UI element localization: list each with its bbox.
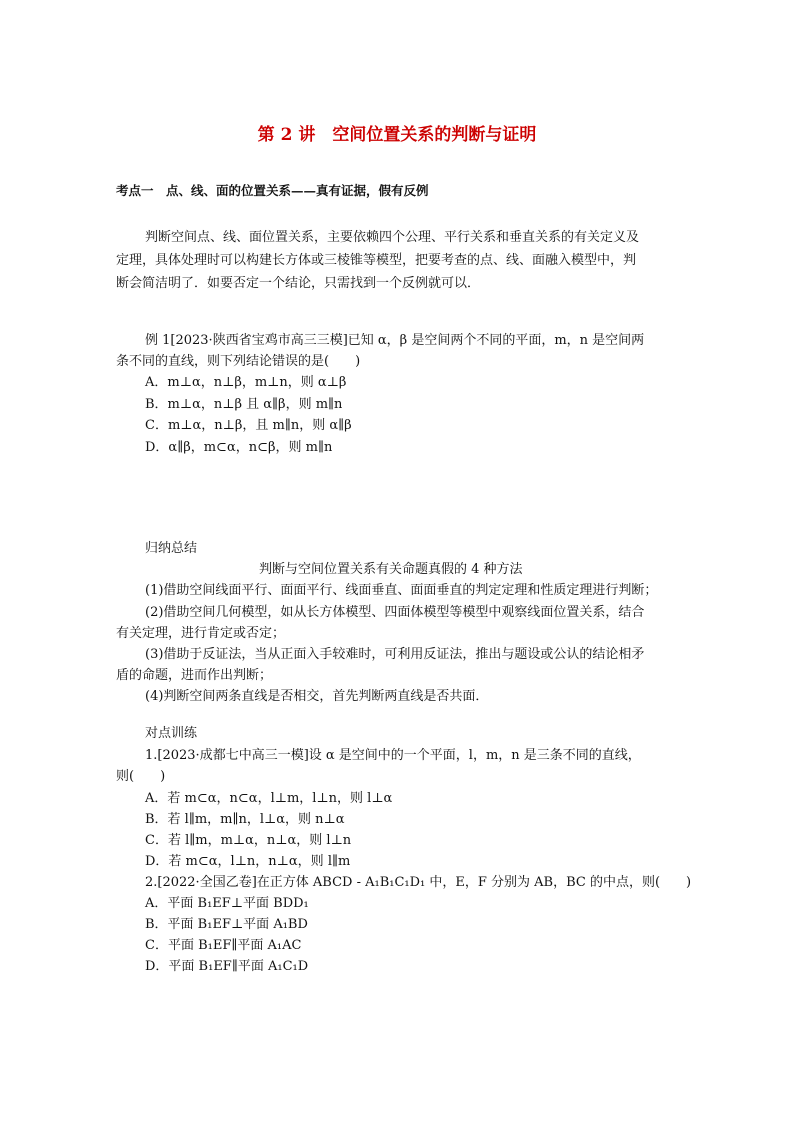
summary-subtitle: 判断与空间位置关系有关命题真假的 4 种方法: [259, 562, 523, 577]
q2-option-c: C．平面 B₁EF∥平面 A₁AC: [145, 938, 302, 953]
intro-line-3: 断会简洁明了．如要否定一个结论，只需找到一个反例就可以．: [116, 276, 481, 291]
q1-line-1: 1.[2023·成都七中高三一模]设 α 是空间中的一个平面，l，m，n 是三条不同的直线，: [145, 748, 641, 763]
summary-line-4: (3)借助于反证法，当从正面入手较难时，可利用反证法，推出与题设或公认的结论相矛: [145, 647, 645, 662]
q1-line-2: 则( ): [116, 769, 166, 784]
summary-line-6: (4)判断空间两条直线是否相交，首先判断两直线是否共面．: [145, 689, 489, 704]
page-title: 第 2 讲 空间位置关系的判断与证明: [257, 125, 537, 145]
q2-line-1: 2.[2022·全国乙卷]在正方体 ABCD - A₁B₁C₁D₁ 中，E，F 分别为 AB，BC 的中点，则( ): [145, 875, 692, 890]
example-option-b: B．m⊥α，n⊥β 且 α∥β，则 m∥n: [145, 397, 343, 412]
summary-line-1: (1)借助空间线面平行、面面平行、线面垂直、面面垂直的判定定理和性质定理进行判断；: [145, 583, 658, 598]
summary-line-5: 盾的命题，进而作出判断；: [116, 668, 273, 683]
q1-option-d: D．若 m⊂α，l⊥n，n⊥α，则 l∥m: [145, 854, 351, 869]
summary-label: 归纳总结: [145, 541, 198, 556]
q1-option-c: C．若 l∥m，m⊥α，n⊥α，则 l⊥n: [145, 833, 352, 848]
example-line-1: 例 1[2023·陕西省宝鸡市高三三模]已知 α，β 是空间两个不同的平面，m，n 是空间两: [145, 333, 645, 348]
example-option-d: D．α∥β，m⊂α，n⊂β，则 m∥n: [145, 440, 333, 455]
intro-line-1: 判断空间点、线、面位置关系，主要依赖四个公理、平行关系和垂直关系的有关定义及: [145, 230, 640, 245]
q1-option-a: A．若 m⊂α，n⊂α，l⊥m，l⊥n，则 l⊥α: [145, 791, 393, 806]
q2-option-d: D．平面 B₁EF∥平面 A₁C₁D: [145, 959, 309, 974]
q1-option-b: B．若 l∥m，m∥n，l⊥α，则 n⊥α: [145, 812, 345, 827]
example-option-a: A．m⊥α，n⊥β，m⊥n，则 α⊥β: [145, 375, 347, 390]
summary-line-2: (2)借助空间几何模型，如从长方体模型、四面体模型等模型中观察线面位置关系，结合: [145, 605, 645, 620]
q2-option-a: A．平面 B₁EF⊥平面 BDD₁: [145, 896, 309, 911]
q2-option-b: B．平面 B₁EF⊥平面 A₁BD: [145, 917, 308, 932]
summary-line-3: 有关定理，进行肯定或否定；: [116, 626, 286, 641]
example-line-2: 条不同的直线，则下列结论错误的是( ): [116, 354, 361, 369]
intro-line-2: 定理，具体处理时可以构建长方体或三棱锥等模型，把要考查的点、线、面融入模型中，判: [116, 253, 637, 268]
example-option-c: C．m⊥α，n⊥β，且 m∥n，则 α∥β: [145, 418, 352, 433]
section-heading: 考点一 点、线、面的位置关系——真有证据，假有反例: [116, 183, 429, 198]
practice-label: 对点训练: [145, 726, 198, 741]
